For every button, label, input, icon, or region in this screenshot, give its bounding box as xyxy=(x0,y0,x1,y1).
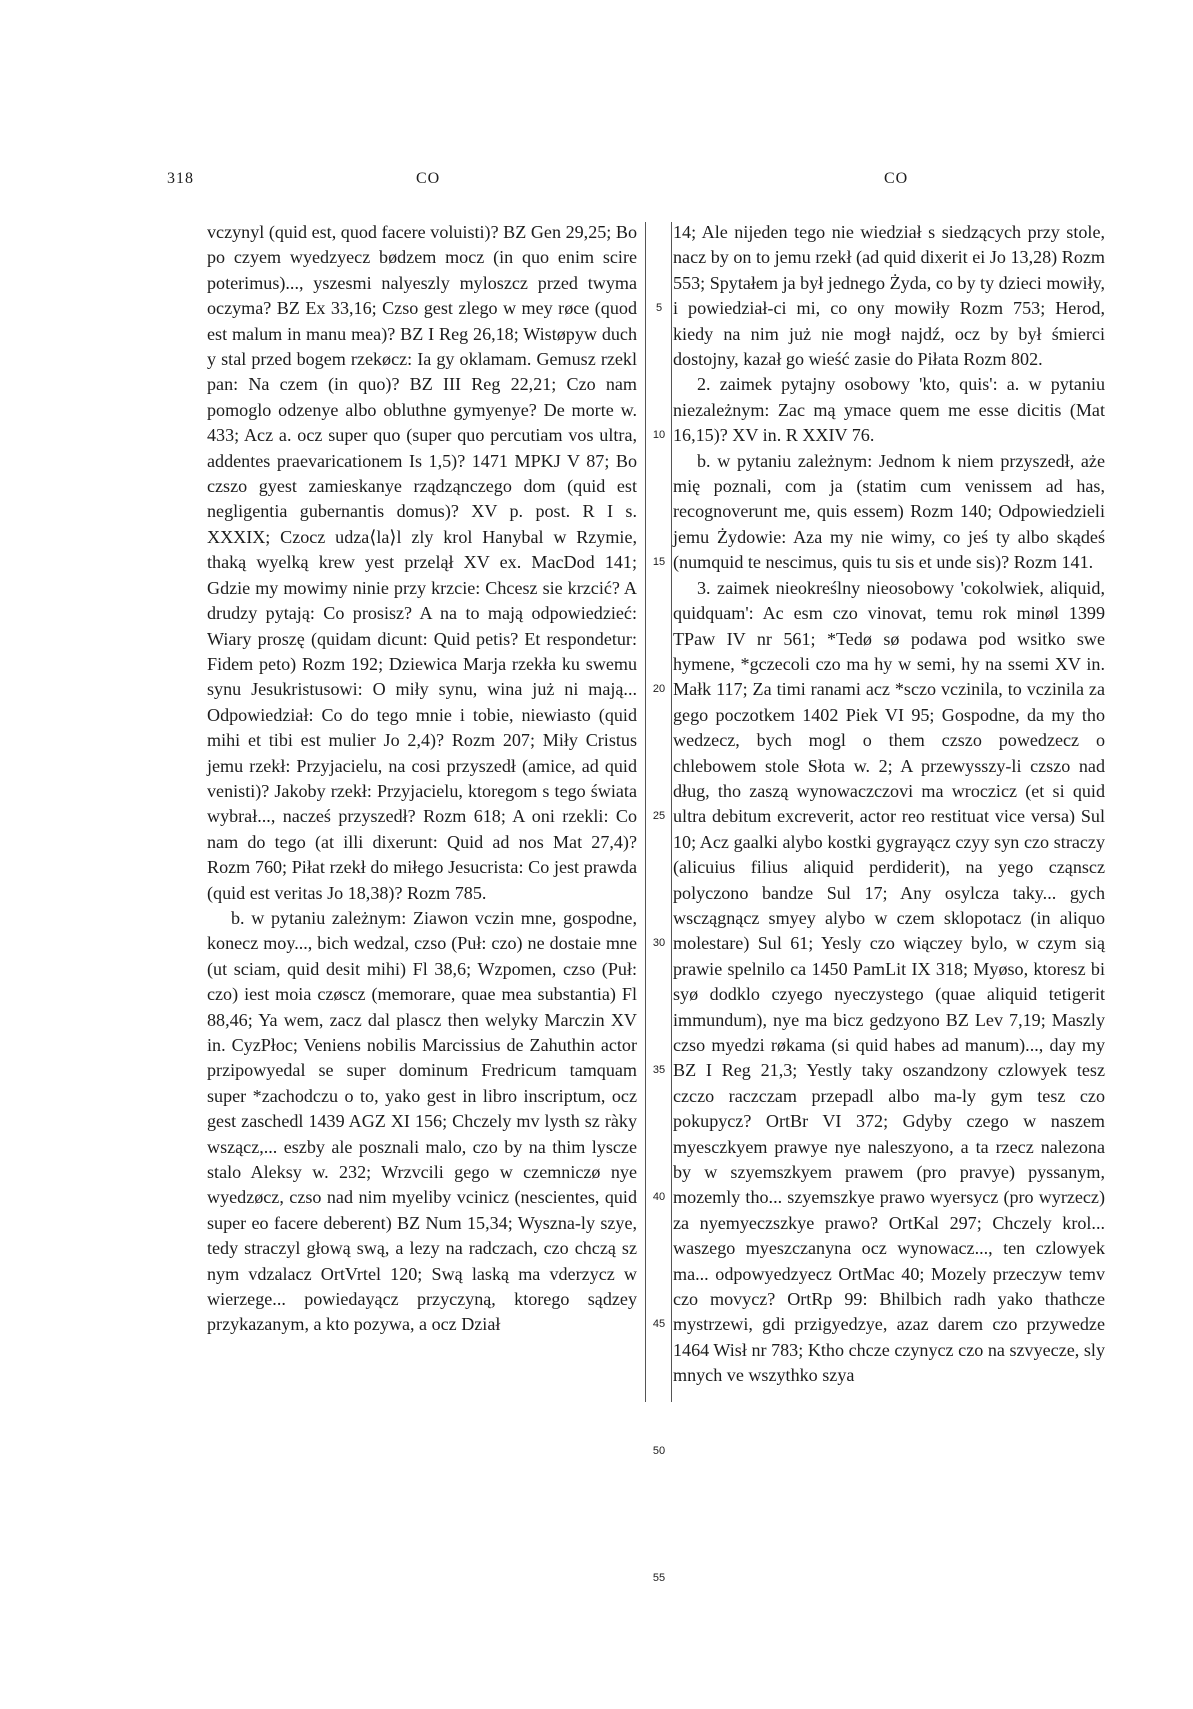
column-divider-right xyxy=(671,222,672,1402)
left-column-headword: CO xyxy=(416,170,441,187)
line-number: 50 xyxy=(652,1445,666,1457)
line-number: 10 xyxy=(652,429,666,441)
line-number: 5 xyxy=(655,302,663,314)
right-paragraph-3: b. w pytaniu zależnym: Jednom k niem przyszedł, aże mię poznali, com ja (statim cum venissem ad has, recognoverunt me, quis essem) Rozm 140; Odpowiedzieli jemu Żydowie: Aza my nie wimy, co jeś ty albo skądeś (numquid te nescimus, quis tu sis et unde sis)? Rozm 141. xyxy=(673,450,1105,573)
line-number: 45 xyxy=(652,1318,666,1330)
page-header xyxy=(0,170,1193,194)
left-text-column xyxy=(207,220,637,1338)
right-paragraph-4: 3. zaimek nieokreślny nieosobowy 'cokolwiek, aliquid, quidquam': Ac esm czo vinovat, temu rok minøl 1399 TPaw IV nr 561; *Tedø sø podawa pod wsitko swe hymene, *gczecoli czo ma hy w semi, hy na ssemi XV in. Małk 117; Za timi ranami acz *sczo vczinila, to vczinila za gego poczotkem 1402 Piek VI 95; Gospodne, da my tho wedzecz, bych mogl o them czszo powedzecz o chlebowem stole Słota w. 2; A przewysszy-li czszo nad dług, tho zaszą wynowaczczovi ma wroczicz (et si quid ultra debitum excreverit, actor reo restituat vice versa) Sul 10; Acz gaalki alybo kostki gygrayącz czyy syn czo straczy (alicuius filius aliquid perdiderit), na yego cząnscz polyczono bandze Sul 17; Any osylcza taky... gych wsczągnącz smyey alybo w czem sklopotacz (in aliquo molestare) Sul 61; Yesly czo wiączey bylo, w czym sią prawie spelnilo ca 1450 PamLit IX 318; Myøso, ktoresz bi syø dodklo czyego nyeczystego (quae aliquid tetigerit immundum), nye ma bicz gedzyono BZ Lev 7,19; Maszly czso myedzi røkama (si quid habes ad manum)..., day my BZ I Reg 21,3; Yestly taky oszandzony czlowyek tesz czczo raczczam przepadl albo ma-ly gym tesz czo pokupycz? OrtBr VI 372; Gdyby czego w naszem myesczkyem prawye nye naleszyono, a ta rzecz nalezona by w szyemszkyem prawem (pro pravye) pyssanym, mozemly tho... szyemszkye prawo wyersycz (pro wyrzecz) za nyemyeczszkye prawo? OrtKal 297; Chczely krol... waszego myeszczanyna ocz wynowacz..., ten czlowyek ma... odpowyedzyecz OrtMac 40; Mozely przeczyw temv czo movycz? OrtRp 99: Bhilbich radh yako thathcze mystrzewi, gdi przigyedzye, azaz darem czo przywedze 1464 Wisł nr 783; Ktho chcze czynycz czo na szvyecze, sly mnych ve wszythko szya xyxy=(673,577,1105,1386)
page-number: 318 xyxy=(167,170,194,187)
right-column-headword: CO xyxy=(884,170,909,187)
line-number: 55 xyxy=(652,1572,666,1584)
left-paragraph-1: vczynyl (quid est, quod facere voluisti)? BZ Gen 29,25; Bo po czyem wyedzyecz bødzem mocz (in quo enim scire poterimus)..., yszesmi nalyeszly myloszcz przed twyma oczyma? BZ Ex 33,16; Czso gest zlego w mey røce (quod est malum in manu mea)? BZ I Reg 26,18; Wistøpyw duch y stal przed bogem rzekøcz: Ia gy oklamam. Gemusz rzekl pan: Na czem (in quo)? BZ III Reg 22,21; Czo nam pomoglo odzenye albo obluthne gymyenye? De morte w. 433; Acz a. ocz super quo (super quo percutiam vos ultra, addentes praevaricationem Is 1,5)? 1471 MPKJ V 87; Bo czszo gyest zamieskanye rządząnczego dom (quid est negligentia gubernantis domus)? XV p. post. R I s. XXXIX; Czocz udza⟨la⟩l zly krol Hanybal w Rzymie, thaką wyelką krew yest przelął XV ex. MacDod 141; Gdzie my mowimy ninie przy krzcie: Chcesz sie krzcić? A drudzy pytają: Co prosisz? A na to mają odpowiedzieć: Wiary proszę (quidam dicunt: Quid petis? Et respondetur: Fidem peto) Rozm 192; Dziewica Marja rzekła ku swemu synu Jesukristusowi: O miły synu, wina już ni mają... Odpowiedział: Co do tego mnie i tobie, niewiasto (quid mihi et tibi est mulier Jo 2,4)? Rozm 207; Miły Cristus jemu rzekł: Przyjacielu, na cosi przyszedł (amice, ad quid venisti)? Jakoby rzekł: Przyjacielu, ktoregom s tego świata wybrał..., nacześ przyszedł? Rozm 618; A oni rzekli: Co nam do tego (at illi dixerunt: Quid ad nos Mat 27,4)? Rozm 760; Piłat rzekł do miłego Jesucrista: Co jest prawda (quid est veritas Jo 18,38)? Rozm 785. xyxy=(207,222,637,903)
line-number: 20 xyxy=(652,683,666,695)
right-text-column xyxy=(673,220,1105,1389)
line-number: 30 xyxy=(652,937,666,949)
line-number: 35 xyxy=(652,1064,666,1076)
column-divider-left xyxy=(645,222,646,1402)
right-paragraph-2: 2. zaimek pytajny osobowy 'kto, quis': a. w pytaniu niezależnym: Zac mą ymace quem me esse dicitis (Mat 16,15)? XV in. R XXIV 76. xyxy=(673,374,1105,446)
line-number: 25 xyxy=(652,810,666,822)
right-paragraph-1: 14; Ale nijeden tego nie wiedział s siedzących przy stole, nacz by on to jemu rzekł (ad quid dixerit ei Jo 13,28) Rozm 553; Spytałem ja był jednego Żyda, co by ty dzieci mowiły, i powiedział-ci mi, co ony mowiły Rozm 753; Herod, kiedy na nim już nie mogł najdź, ocz by był śmierci dostojny, kazał go wieść zasie do Piłata Rozm 802. xyxy=(673,222,1105,370)
line-number: 15 xyxy=(652,556,666,568)
left-paragraph-2: b. w pytaniu zależnym: Ziawon vczin mne, gospodne, konecz moy..., bich wedzal, czso (Puł: czo) ne dostaie mne (ut sciam, quid desit mihi) Fl 38,6; Wzpomen, czso (Puł: czo) iest moia czøscz (memorare, quae mea substantia) Fl 88,46; Ya wem, zacz dal plascz then welyky Marczin XV in. CyzPłoc; Veniens nobilis Marcissius de Zahuthin actor przipowyedal se super dominum Fredricum tamquam super *zachodczu o to, yako gest in libro inscriptum, ocz gest zaschedl 1439 AGZ XI 156; Chczely mv lysth sz ràky wszącz,... eszby ale posznali malo, czo by na thim lyscze stalo Aleksy w. 232; Wrzvcili gego w czemniczø nye wyedzøcz, czso nad nim myeliby vcinicz (nescientes, quid super eo facere deberent) BZ Num 15,34; Wyszna-ly szye, tedy straczyl głową swą, a lezy na radczach, czo chczą sz nym vdzalacz OrtVrtel 120; Swą laską ma vderzycz w wierzege... powiedayącz przyczyną, ktorego sądzey przykazanym, a kto pozywa, a ocz Dział xyxy=(207,907,637,1335)
line-number: 40 xyxy=(652,1191,666,1203)
